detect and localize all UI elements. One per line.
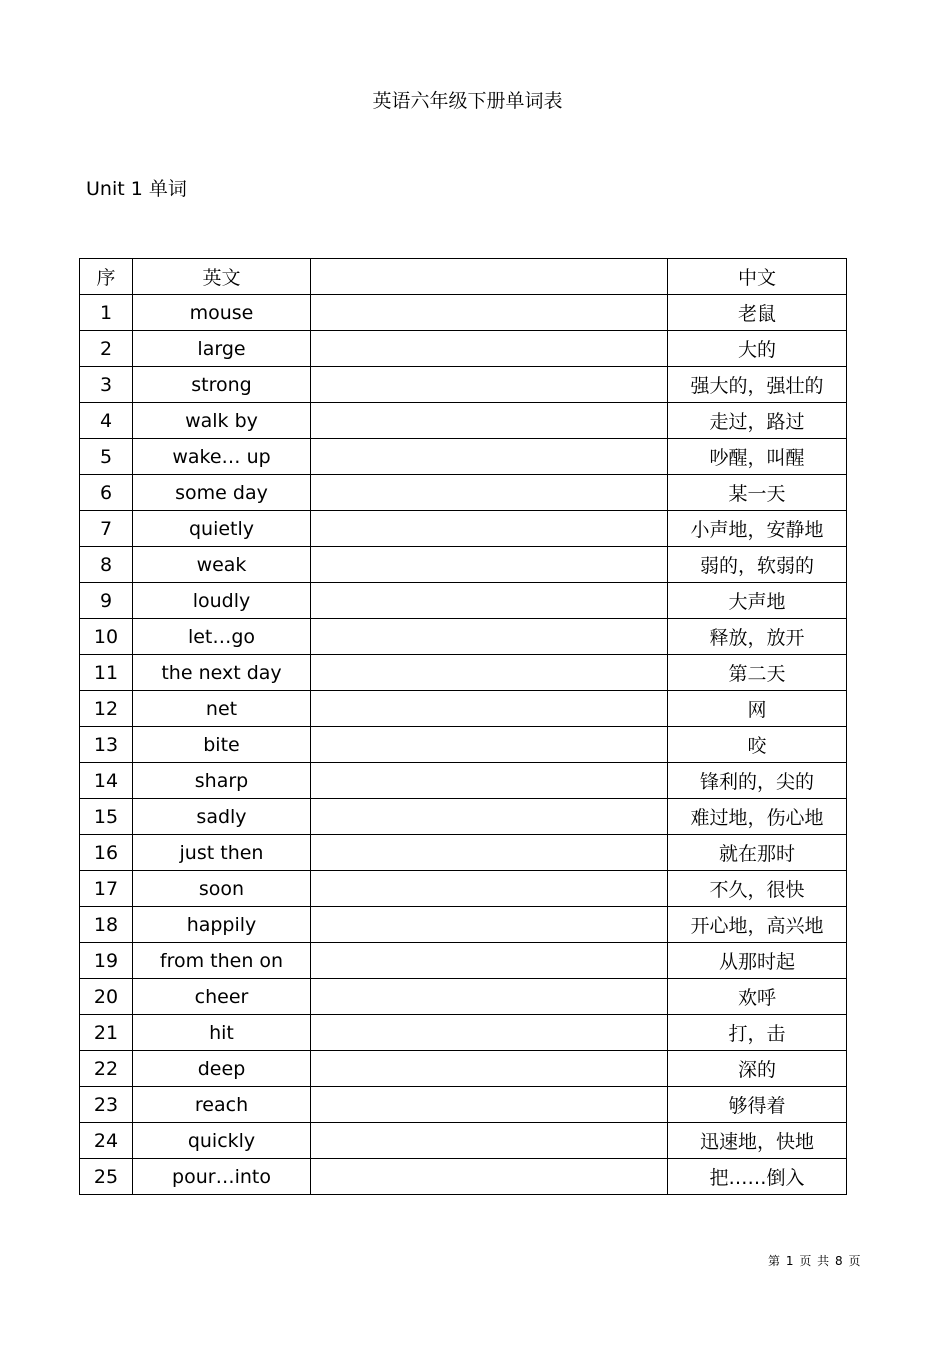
- table-row: [80, 907, 847, 943]
- row-chinese: 深的: [668, 1051, 847, 1087]
- row-english: reach: [133, 1087, 311, 1123]
- table-row: [80, 763, 847, 799]
- table-row: [80, 295, 847, 331]
- row-index: 12: [80, 691, 133, 727]
- row-english: wake… up: [133, 439, 311, 475]
- table-row: [80, 475, 847, 511]
- row-english: from then on: [133, 943, 311, 979]
- row-chinese: 大的: [668, 331, 847, 367]
- page-footer: [768, 1252, 861, 1269]
- row-index: 6: [80, 475, 133, 511]
- table-row: [80, 655, 847, 691]
- row-chinese: 欢呼: [668, 979, 847, 1015]
- unit-heading: Unit 1 单词: [86, 178, 187, 200]
- row-index: 13: [80, 727, 133, 763]
- row-blank: [311, 439, 668, 475]
- row-english: pour…into: [133, 1159, 311, 1195]
- row-index: 25: [80, 1159, 133, 1195]
- row-chinese: 某一天: [668, 475, 847, 511]
- row-english: the next day: [133, 655, 311, 691]
- row-index: 22: [80, 1051, 133, 1087]
- row-english: bite: [133, 727, 311, 763]
- row-english: hit: [133, 1015, 311, 1051]
- row-blank: [311, 835, 668, 871]
- row-blank: [311, 691, 668, 727]
- row-blank: [311, 583, 668, 619]
- footer-total-pages: 8: [834, 1254, 844, 1268]
- row-chinese: 迅速地，快地: [668, 1123, 847, 1159]
- row-blank: [311, 763, 668, 799]
- row-index: 3: [80, 367, 133, 403]
- row-blank: [311, 619, 668, 655]
- table-row: [80, 1015, 847, 1051]
- row-index: 2: [80, 331, 133, 367]
- row-blank: [311, 979, 668, 1015]
- row-index: 16: [80, 835, 133, 871]
- row-index: 19: [80, 943, 133, 979]
- table-row: [80, 1159, 847, 1195]
- row-chinese: 小声地，安静地: [668, 511, 847, 547]
- row-index: 8: [80, 547, 133, 583]
- table-row: [80, 403, 847, 439]
- row-index: 20: [80, 979, 133, 1015]
- row-english: quickly: [133, 1123, 311, 1159]
- row-english: walk by: [133, 403, 311, 439]
- row-blank: [311, 403, 668, 439]
- header-blank: [311, 259, 668, 295]
- table-row: [80, 1051, 847, 1087]
- row-chinese: 咬: [668, 727, 847, 763]
- row-english: happily: [133, 907, 311, 943]
- table-row: [80, 1087, 847, 1123]
- row-chinese: 大声地: [668, 583, 847, 619]
- row-index: 9: [80, 583, 133, 619]
- row-blank: [311, 331, 668, 367]
- header-chinese: 中文: [668, 259, 847, 295]
- row-chinese: 老鼠: [668, 295, 847, 331]
- row-index: 1: [80, 295, 133, 331]
- row-chinese: 不久，很快: [668, 871, 847, 907]
- row-chinese: 吵醒，叫醒: [668, 439, 847, 475]
- row-blank: [311, 1123, 668, 1159]
- table-row: [80, 583, 847, 619]
- row-blank: [311, 1015, 668, 1051]
- row-index: 7: [80, 511, 133, 547]
- row-chinese: 弱的，软弱的: [668, 547, 847, 583]
- row-english: large: [133, 331, 311, 367]
- row-chinese: 强大的，强壮的: [668, 367, 847, 403]
- row-chinese: 打，击: [668, 1015, 847, 1051]
- row-english: just then: [133, 835, 311, 871]
- row-english: sadly: [133, 799, 311, 835]
- table-row: [80, 547, 847, 583]
- document-title: 英语六年级下册单词表: [372, 90, 563, 112]
- row-index: 14: [80, 763, 133, 799]
- row-blank: [311, 871, 668, 907]
- row-chinese: 难过地，伤心地: [668, 799, 847, 835]
- row-english: loudly: [133, 583, 311, 619]
- row-chinese: 锋利的，尖的: [668, 763, 847, 799]
- row-index: 4: [80, 403, 133, 439]
- table-row: [80, 439, 847, 475]
- row-blank: [311, 547, 668, 583]
- row-index: 11: [80, 655, 133, 691]
- row-chinese: 网: [668, 691, 847, 727]
- row-blank: [311, 511, 668, 547]
- footer-prefix: 第: [768, 1254, 782, 1268]
- footer-suffix: 页: [848, 1254, 862, 1268]
- header-english: 英文: [133, 259, 311, 295]
- row-chinese: 开心地，高兴地: [668, 907, 847, 943]
- row-blank: [311, 727, 668, 763]
- row-index: 23: [80, 1087, 133, 1123]
- table-row: [80, 727, 847, 763]
- row-chinese: 释放，放开: [668, 619, 847, 655]
- row-english: cheer: [133, 979, 311, 1015]
- table-row: [80, 331, 847, 367]
- table-row: [80, 799, 847, 835]
- row-chinese: 够得着: [668, 1087, 847, 1123]
- footer-page-number: 1: [785, 1254, 795, 1268]
- table-body: [80, 295, 847, 1195]
- table-row: [80, 1123, 847, 1159]
- row-index: 21: [80, 1015, 133, 1051]
- row-english: sharp: [133, 763, 311, 799]
- row-index: 5: [80, 439, 133, 475]
- row-english: deep: [133, 1051, 311, 1087]
- row-index: 10: [80, 619, 133, 655]
- footer-middle: 页 共: [799, 1254, 831, 1268]
- table-row: [80, 835, 847, 871]
- header-index: 序: [80, 259, 133, 295]
- table-row: [80, 871, 847, 907]
- row-chinese: 从那时起: [668, 943, 847, 979]
- row-blank: [311, 1051, 668, 1087]
- vocabulary-table: [79, 258, 847, 1195]
- row-english: quietly: [133, 511, 311, 547]
- row-english: some day: [133, 475, 311, 511]
- row-index: 17: [80, 871, 133, 907]
- row-english: soon: [133, 871, 311, 907]
- row-blank: [311, 1087, 668, 1123]
- row-blank: [311, 943, 668, 979]
- row-blank: [311, 1159, 668, 1195]
- table-row: [80, 619, 847, 655]
- row-english: mouse: [133, 295, 311, 331]
- row-chinese: 把……倒入: [668, 1159, 847, 1195]
- row-blank: [311, 907, 668, 943]
- row-blank: [311, 799, 668, 835]
- row-index: 15: [80, 799, 133, 835]
- row-blank: [311, 475, 668, 511]
- row-english: net: [133, 691, 311, 727]
- row-english: let…go: [133, 619, 311, 655]
- row-index: 24: [80, 1123, 133, 1159]
- row-english: weak: [133, 547, 311, 583]
- row-index: 18: [80, 907, 133, 943]
- row-blank: [311, 367, 668, 403]
- row-chinese: 就在那时: [668, 835, 847, 871]
- table-row: [80, 511, 847, 547]
- row-blank: [311, 295, 668, 331]
- row-chinese: 走过，路过: [668, 403, 847, 439]
- row-chinese: 第二天: [668, 655, 847, 691]
- table-row: [80, 367, 847, 403]
- table-header-row: [80, 259, 847, 295]
- table-row: [80, 691, 847, 727]
- table-row: [80, 943, 847, 979]
- table-row: [80, 979, 847, 1015]
- row-blank: [311, 655, 668, 691]
- row-english: strong: [133, 367, 311, 403]
